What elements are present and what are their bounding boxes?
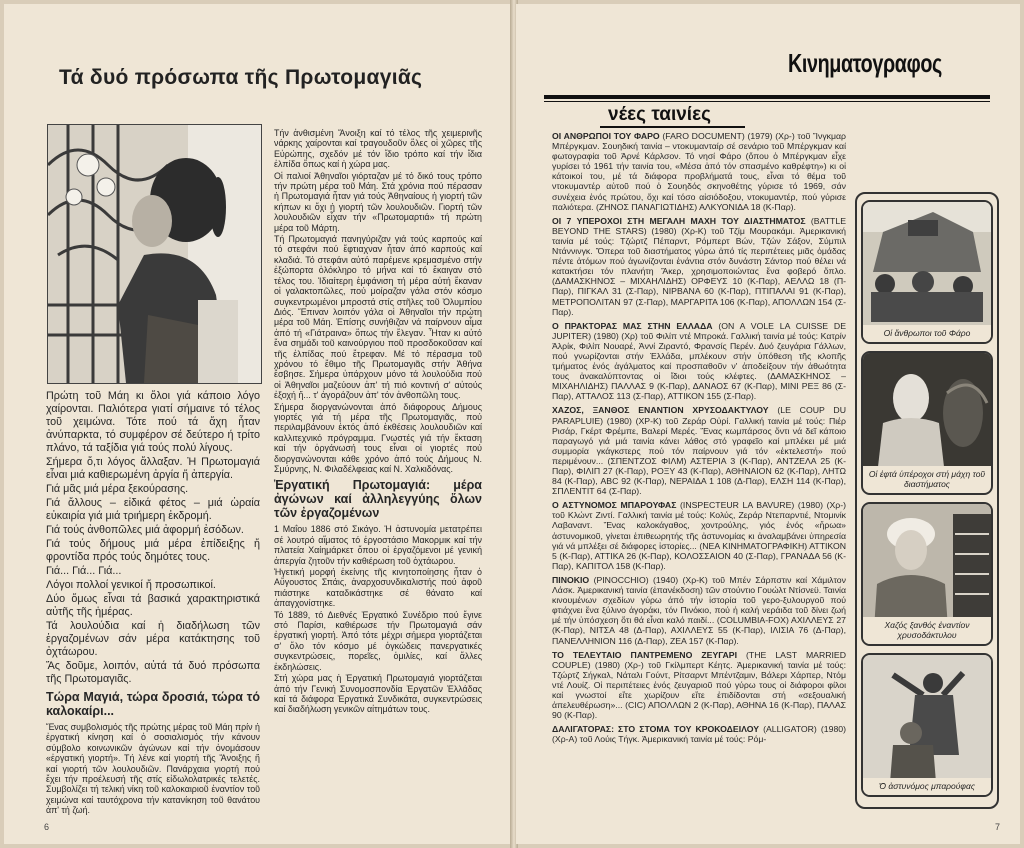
photo-caption: Οἱ ἑφτά ὑπέροχοι στή μάχη τοῦ διαστήματος xyxy=(863,466,991,493)
intro-paragraph: Πρώτη τοῦ Μάη κι ὅλοι γιά κάποιο λόγο χαίρονται. Παλιότερα γιατί σήμαινε τό τέλος τοῦ χειμώνα. Τότε πού τά ἄχη ἦταν ἀνύπαρκτα, τό συμφέρον σέ δεύτερο ή τρίτο πλάνο, τά ταξίδια γιά τούς πολύ λίγους. xyxy=(46,390,260,454)
labour-paragraph: Στή χώρα μας ἡ Ἐργατική Πρωτομαγιά γιορτάζεται ἀπό τήν Γενική Συνομοσπονδία Ἐργατῶν Ἑλλάδας καί τά διάφορα Ἐργατικά Συνδικάτα, συγκεντρώσεις καί διαδήλωση γενικῶν αἰτημάτων τους. xyxy=(274,673,482,715)
intro-paragraph: Γιά μᾶς μιά μέρα ξεκούρασης. xyxy=(46,483,189,495)
subhead-labour: Ἐργατική Πρωτομαγιά: μέρα ἀγώνων καί ἀλληλεγγύης ὅλων τῶν ἐργαζομένων xyxy=(274,478,482,521)
may-paragraph: Σήμερα διοργανώνονται ἀπό διάφορους Δήμους γιορτές γιά τή μέρα τῆς Πρωτομαγιᾶς, πού περιλαμβάνουν ἐκτός ἀπό ἐκθέσεις λουλουδιῶν καί καλλιτεχνικό πρόγραμμα. Γνωστές γιά τήν ἔκταση καί τήν ὀργάνωσή τους εἶναι οἱ γιορτές πού διοργανώνονται κάθε χρόνο ἀπό τούς Δήμους Ν. Σμύρνης, Ν. Φιλαδέλφειας καί Ν. Χαλκιδόνας. xyxy=(274,401,482,474)
page-number: 6 xyxy=(44,822,50,832)
intro-paragraph: Γιά τούς δήμους μιά μέρα ἐπίδειξης ἤ φροντίδα πρός τούς δημότες τους. xyxy=(46,538,260,563)
film-description: (PINOCCHIO) (1940) (Χρ-Κ) τοῦ Μπέν Σάρπστιν καί Χάμιλτον Λάσκ. Ἀμερικανική ταινία (ἐπανέκδοση) τῶν στούντιο Γουώλτ Ντίσνεϋ. Ταινία κινουμένων σχεδίων γύρω ἀπό τήν ἱστορία τοῦ γερο-ξυλουργοῦ πού φτιάχνει ἕνα ξύλινο ἀγοράκι, τόν Πινόκιο, πού ἡ καλή νεράιδα τοῦ δίνει ζωή μέ τήν ὑπόσχεση ὅτι θά εἶναι καλό παιδί... (COLUMBIA-FOX) ΑΧΙΛΛΕΥΣ 27 (Κ-Παρ), ΝΙΤΣΑ 48 (Δ-Παρ), ΑΧΙΛΛΕΥΣ 55 (Κ-Παρ), ΙΛΙΣΙΑ 76 (Δ-Παρ), ΠΑΝΕΛΛΗΝΙΟΝ 116 (Δ-Παρ), ΖΕΑ 157 (Κ-Παρ). xyxy=(552,574,846,646)
labour-paragraph: 1 Μαΐου 1886 στό Σικάγο. Ἡ ἀστυνομία μετατρέπει σέ λουτρό αἵματος τό ἐργοστάσιο Μακορμικ καί τήν πλατεία Χαίημάρκετ ὅπου οἱ ἐργαζόμενοι μέ γενική ἀπεργία ζητοῦν τήν καθιέρωση τοῦ ὀχτάωρου. xyxy=(274,524,482,566)
film-entry xyxy=(552,575,846,646)
right-page xyxy=(516,4,1020,844)
film-still-blond-man xyxy=(861,502,993,646)
section-rule-thin xyxy=(544,101,990,102)
labour-paragraph: Ἡγετική μορφή ἐκείνης τῆς κινητοποίησης ἦταν ὁ Αὔγουστος Σπάις, ἀναρχοσυνδικαλιστής πού ἀφοῦ πιάστηκε καταδικάστηκε σέ θάνατο καί ἀπαγχονίστηκε. xyxy=(274,567,482,609)
film-still-inspector xyxy=(861,653,993,797)
film-description: (THE LAST MARRIED COUPLE) (1980) (Χρ-) τοῦ Γκίλμπερτ Κέητς. Ἀμερικανική ταινία μέ τούς: Τζώρτζ Σήγκαλ, Νάταλι Γούντ, Ρίτσαρντ Μπέντζαμιν, Βάλερι Χάρπερ, Ντόμ ντέ Λουίζ. Οἱ περιπέτειες ἑνός ζευγαριοῦ πού γύρω τους οἱ διάφοροι φίλοι καί γνωστοί εἴτε χωρίζουν εἴτε ἐπιδίδονται στή «σεξουαλική ἀπελευθέρωση»... (CIC) ΑΠΟΛΛΩΝ 2 (Κ-Παρ), ΑΘΗΝΑ 16 (Κ-Παρ), ΠΑΛΑΣ 90 (Κ-Παρ). xyxy=(552,649,846,721)
film-entry xyxy=(552,405,846,496)
film-listings xyxy=(552,131,846,748)
intro-paragraph: Λόγοι πολλοί γενικοί ἤ προσωπικοί. xyxy=(46,579,216,591)
intro-paragraph: Σήμερα ὅ,τι λόγος ἄλλαξαν. Ἡ Πρωτομαγιά εἶναι μιά καθιερωμένη ἀργία ἤ ἀπεργία. xyxy=(46,456,260,481)
film-title: Ο ΑΣΤΥΝΟΜΟΣ ΜΠΑΡΟΥΦΑΣ xyxy=(552,500,677,511)
film-entry xyxy=(552,216,846,317)
film-title: ΠΙΝΟΚΙΟ xyxy=(552,574,590,585)
film-still-space-battle xyxy=(861,351,993,495)
film-description: (LE COUP DU PARAPLUIE) (1980) (ΧΡ-Κ) τοῦ Ζεράρ Οὐρί. Γαλλική ταινία μέ τούς: Πιέρ Ρισάρ, Γκέρτ Φρέμπε, Βαλερί Μερές. Ἕνας κωμπάρσος ὅντι νά δεῖ κάποιο παραγωγό γιά μιά ταινία κάνει λάθος στό γραφεῖο καί μπλέκει μέ μιά συμμορία γκάγκστερς πού τόν παίρνουν γιά τόν «ἐκτελεστή» πού περιμένουν... (ΣΠΕΝΤΖΟΣ ΦΙΛΜ) ΑΣΤΕΡΙΑ 3 (Κ-Παρ), ΑΝΤΖΕΛΑ 25 (Κ-Παρ), ΦΙΛΙΠ 27 (Κ-Παρ), ΡΟΞΥ 43 (Κ-Παρ), ΑΘΗΝΑΙΟΝ 62 (Κ-Παρ), ΛΗΤΩ 84 (Κ-Παρ), ABC 92 (Κ-Παρ), ΝΕΡΑΙΔΑ 1 108 (Δ-Παρ), ΕΛΣΗ 114 (Κ-Παρ), ΣΠΛΕΝΤΙΤ 64 (Σ-Παρ). xyxy=(552,405,846,497)
film-description: (FARO DOCUMENT) (1979) (Χρ-) τοῦ Ἴνγκμαρ Μπέργκμαν. Σουηδική ταινία – ντοκυμανταίρ σέ σενάριο τοῦ Μπέργκμαν καί φωτογραφία τοῦ Ἀρνέ Κάρλσον. Τό νησί Φάρο (ὅπου ὁ Μπέργκμαν εἶχε γυρίσει τό 1961 τήν ταινία του, «Μέσα ἀπό τόν σπασμένο καθρέφτη») κι οἱ κάτοικοί του, μέ τά διάφορα προβλήματά τους, εἶναι τό θέμα τοῦ ντοκυμαντέρ αὐτοῦ πού ὁ Σουηδός σκηνοθέτης γύρισε τό 1969, σάν συνέχεια ἑνός πρώτου, ὄχι καί τόσο αἰσιόδοξου, ντοκυμαντέρ, πού γύρισε παλιότερα. (ΖΗΝΟΣ ΠΑΝΑΓΙΩΤΙΔΗΣ) ΑΛΚΥΟΝΙΔΑ 18 (Κ-Παρ). xyxy=(552,131,846,212)
subsection-title: νέες ταινίες xyxy=(600,104,745,128)
subhead-may: Τώρα Μαγιά, τώρα δροσιά, τώρα τό καλοκαίρι... xyxy=(46,690,260,718)
article-column-left xyxy=(46,390,260,817)
intro-paragraph: Τά λουλούδια καί ἡ διαδήλωση τῶν ἐργαζομένων σάν μέρα κατάκτησης τοῦ ὀχτάωρου. xyxy=(46,620,260,658)
photo-caption: Ὁ ἀστυνόμος μπαρούφας xyxy=(863,778,991,795)
article-headline: Τά δυό πρόσωπα τῆς Πρωτομαγιᾶς xyxy=(59,66,423,89)
labour-paragraph: Τό 1889, τό Διεθνές Ἐργατικό Συνέδριο πού ἔγινε στό Παρίσι, καθιέρωσε τήν Πρωτομαγιά σάν ἐργατική γιορτή. Ἀπό τότε μέχρι σήμερα γιορτάζεται σ' ὅλο τόν κόσμο μέ ὀγκώδεις πανεργατικές συγκεντρώσεις, πορεῖες, ὁμιλίες, καί ἄλλες ἐκδηλώσεις. xyxy=(274,609,482,672)
intro-paragraph: Γιά ἄλλους – εἰδικά φέτος – μιά ὡραία εὐκαιρία γιά μιά τριήμερη ἐκδρομή. xyxy=(46,497,260,522)
section-title: Κινηματογραφος xyxy=(788,48,942,78)
film-title: ΔΑΛΙΓΑΤΟΡΑΣ: ΣΤΟ ΣΤΟΜΑ ΤΟΥ ΚΡΟΚΟΔΕΙΛΟΥ xyxy=(552,724,760,735)
film-entry xyxy=(552,321,846,402)
film-description: (ALLIGATOR) (1980) (Χρ-Α) τοῦ Λούις Τήγκ. Ἀμερικανική ταινία μέ τούς: Ρόμ- xyxy=(552,724,847,745)
film-description: (INSPECTEUR LA BAVURE) (1980) (Χρ-) τοῦ Κλώντ Ζιντί. Γαλλική ταινία μέ τούς: Κολύς, Ζεράρ Ντεπαρντιέ, Ντομινίκ Λαβαναντ. Ἕνας καλοκάγαθος, χοντρούλης, γιός ἑνός «ἥρωα» ἀστυνομικοῦ, γίνεται ἐπιθεωρητής τῆς ἀστυνομίας κι ἀναλαμβάνει ὑπηρεσία γιά νά μπλέξει σέ διάφορες ἱστορίες... (ΝΕΑ ΚΙΝΗΜΑΤΟΓΡΑΦΙΚΗ) ΑΤΤΙΚΟΝ 5 (Κ-Παρ), ΑΤΤΙΚΑ 26 (Κ-Παρ), ΚΟΛΟΣΣΑΙΟΝ 40 (Σ-Παρ), ΓΡΑΝΑΔΑ 56 (Κ-Παρ), ΚΑΠΙΤΟΛ 158 (Κ-Παρ). xyxy=(552,500,846,571)
left-page xyxy=(4,4,512,844)
film-title: ΟΙ 7 ΥΠΕΡΟΧΟΙ ΣΤΗ ΜΕΓΑΛΗ ΜΑΧΗ ΤΟΥ ΔΙΑΣΤΗΜΑΤΟΣ xyxy=(552,215,806,226)
intro-paragraph: Γιά τούς ἀνθοπῶλες μιά ἀφορμή ἐσόδων. xyxy=(46,524,244,536)
intro-paragraph: Ἄς δοῦμε, λοιπόν, αὐτά τά δυό πρόσωπα τῆς Πρωτομαγιᾶς. xyxy=(46,660,260,685)
film-entry xyxy=(552,724,846,744)
page-number: 7 xyxy=(994,822,1000,832)
article-column-right xyxy=(274,128,482,716)
film-title: ΤΟ ΤΕΛΕΥΤΑΙΟ ΠΑΝΤΡΕΜΕΝΟ ΖΕΥΓΑΡΙ xyxy=(552,649,738,660)
girl-with-flowers-photo xyxy=(47,124,262,384)
intro-paragraph: Δύο ὅμως εἶναι τά βασικά χαρακτηριστικά αὐτῆς τῆς ἡμέρας. xyxy=(46,593,260,618)
intro-paragraph: Γιά... Γιά... Γιά... xyxy=(46,565,122,577)
section-rule xyxy=(544,95,990,99)
film-still-lighthouse-people xyxy=(861,200,993,344)
may-paragraph: Ἕνας συμβολισμός τῆς πρώτης μέρας τοῦ Μάη πρίν ἡ ἐργατική κίνηση καί ὁ σοσιαλισμός τήν κάνουν σύμβολο κοινωνικῶν ἀγώνων καί τήν ὀνομάσουν «ἐργατική γιορτή». Τή λένε καί γιορτή τῆς Ἄνοιξης ἤ καί γιορτή τῶν λουλουδιῶν. Πανάρχαια γιορτή πού ἔχει τήν προέλευσή τῆς στίς εἰδωλολατρικές τελετές. Συμβολίζει τή τελική νίκη τοῦ καλοκαιριοῦ ἐναντίον τοῦ χειμώνα καί ταυτόχρονα τήν κατανίκηση τοῦ θανάτου ἀπ' τή ζωή. xyxy=(46,722,260,816)
may-paragraph: Οἱ παλιοί Ἀθηναῖοι γιόρταζαν μέ τό δικό τους τρόπο τήν πρώτη μέρα τοῦ Μάη. Στά χρόνια πού πέρασαν ἡ Πρωτομαγιά ἦταν γιά τούς Ἀθηναίους ἡ γιορτή τῶν κήπων κι ὄχι ἡ γιορτή τῶν λουλουδιῶν. Γιορτή τῶν λουλουδιῶν εἶχαν τήν «Πρωτομαρτιά» τή πρώτη μέρα τοῦ Μάρτη. xyxy=(274,170,482,233)
may-paragraph: Τήν ἀνθισμένη Ἄνοιξη καί τό τέλος τῆς χειμερινῆς νάρκης χαίρονται καί τραγουδοῦν ὅλες οἱ χῶρες τῆς Εὐρώπης, σχεδόν μέ τόν ἴδιο τρόπο καί τήν ἴδια ἐλπίδα ὅπως καί ἡ χώρα μας. xyxy=(274,128,482,170)
film-stills-sidebar xyxy=(855,192,999,809)
film-description: (ON A VOLE LA CUISSE DE JUPITER) (1980) (Χρ) τοῦ Φιλίπ ντέ Μπροκά. Γαλλική ταινία μέ τούς: Κατρίν Ἀλρίκ, Φιλίπ Νουαρέ, Ἀννί Ζιραντό, Φρανσίς Περέν. Δυό ζευγάρια Γάλλων, πού γνωρίζονται στήν Ἑλλάδα, μπλέκουν στήν ὑπόθεση τῆς κλοπῆς τμήματος ἑνός ἀγάλματος καί προσπαθοῦν ν' ἀποδείξουν τήν ἀθωότητα τους ἀνακαλύπτοντας οἱ ἴδιοι τούς κλέφτες. (ΔΑΜΑΣΚΗΝΟΣ – ΜΙΧΑΗΛΙΔΗΣ) ΠΑΛΛΑΣ 9 (Κ-Παρ), ΔΑΝΑΟΣ 67 (Κ-Παρ), ΜΙΝΙ ΡΕΞ 86 (Σ-Παρ), ΑΤΤΑΛΟΣ 113 (Σ-Παρ), ΑΤΤΙΚΟΝ 155 (Σ-Παρ). xyxy=(552,320,846,402)
film-entry xyxy=(552,500,846,571)
may-paragraph: Τή Πρωτομαγιά πανηγύριζαν γιά τούς καρπούς καί τό στεφάνι πού ἔφτιαχναν ἦταν ἀπό καρπούς καί κλαδιά. Τό στεφάνι αὐτό παρέμενε κρεμασμένο στήν ἐξώπορτα ὁλόκληρο τό μήνα καί τό ἔκαιγαν στό τέλος του. Ἰδιαίτερη ἐμφάνιση τή μέρα αὐτή ἔκαναν οἱ γαλακτοπῶλες, πού μοίραζαν γάλα στόν κόσμο συγκεντρωμένοι μπροστά στίς στῆλες τοῦ Ὀλυμπίου Διός. Ἔπιναν λοιπόν γάλα οἱ Ἀθηναῖοι τήν πρώτη μέρα τοῦ Μάη. Ἐπίσης συνήθιζαν νά παίρνουν αἷμα ἀπό τή «Γιάτραινα» ὅπως τήν ἔλεγαν. Ἦταν κι αὐτό ἕνα σημάδι τοῦ καινούργιου ποῦ προσδοκοῦσαν καί τῆς ἐλπίδας πού ἔτρεφαν. Μέ τό πέρασμα τοῦ χρόνου τό ἔθιμο τῆς Πρωτομαγιᾶς στήν Ἀθήνα ἔσβησε. Σήμερα ὑπάρχουν μόνο τά λουλούδια πού οἱ Ἀθηναῖοι μαζεύουν ἀπ' τή πιό κοντινή σ' αὐτούς ἐξοχή ἤ... τ' ἀγοράζουν ἀπ' τόν ἀνθοπῶλη τους. xyxy=(274,234,482,401)
photo-caption: Οἱ ἄνθρωποι τοῦ Φάρο xyxy=(863,325,991,342)
photo-caption: Χαζός ξανθός ἐναντίον χρυσοδάκτυλου xyxy=(863,617,991,644)
film-title: ΟΙ ΑΝΘΡΩΠΟΙ ΤΟΥ ΦΑΡΟ xyxy=(552,131,660,141)
film-entry xyxy=(552,650,846,721)
film-description: (BATTLE BEYOND THE STARS) (1980) (Χρ-Κ) τοῦ Τζίμ Μουρακάμι. Ἀμερικανική ταινία μέ τούς: Τζώρτζ Πέπαρντ, Ρόμπερτ Βών, Τζών Σάξον, Σύμπιλ Ντάννινγκ. Ὅπερα τοῦ διαστήματος γύρω ἀπό τίς περιπέτειες μιᾶς ὁμάδας πέντε ἀτόμων πού ἀγωνίζονται ἐνάντια στόν δυνάστη Σάντορ πού θέλει νά κατακτήσει τόν πλανήτη Ἄκερ, χρησιμοποιώντας ἕνα φοβερό ὅπλο. (ΔΑΜΑΣΚΗΝΟΣ – ΜΙΧΑΗΛΙΔΗΣ) ΟΡΦΕΥΣ 10 (Κ-Παρ), ΑΕΛΛΩ 18 (Π-Παρ), ΠΙΓΚΑΛ 31 (Σ-Παρ), ΝΙΡΒΑΝΑ 60 (Κ-Παρ), ΠΤΙΠΑΛΑΙ 91 (Κ-Παρ), ΜΕΤΡΟΠΟΛΙΤΑΝ 97 (Σ-Παρ), ΜΑΡΓΑΡΙΤΑ 106 (Κ-Παρ), ΑΠΟΛΛΩΝ 154 (Σ-Παρ). xyxy=(552,215,846,317)
film-entry xyxy=(552,131,846,212)
film-title: Ο ΠΡΑΚΤΟΡΑΣ ΜΑΣ ΣΤΗΝ ΕΛΛΑΔΑ xyxy=(552,320,713,331)
film-title: ΧΑΖΟΣ, ΞΑΝΘΟΣ ΕΝΑΝΤΙΟΝ ΧΡΥΣΟΔΑΚΤΥΛΟΥ xyxy=(552,405,769,416)
